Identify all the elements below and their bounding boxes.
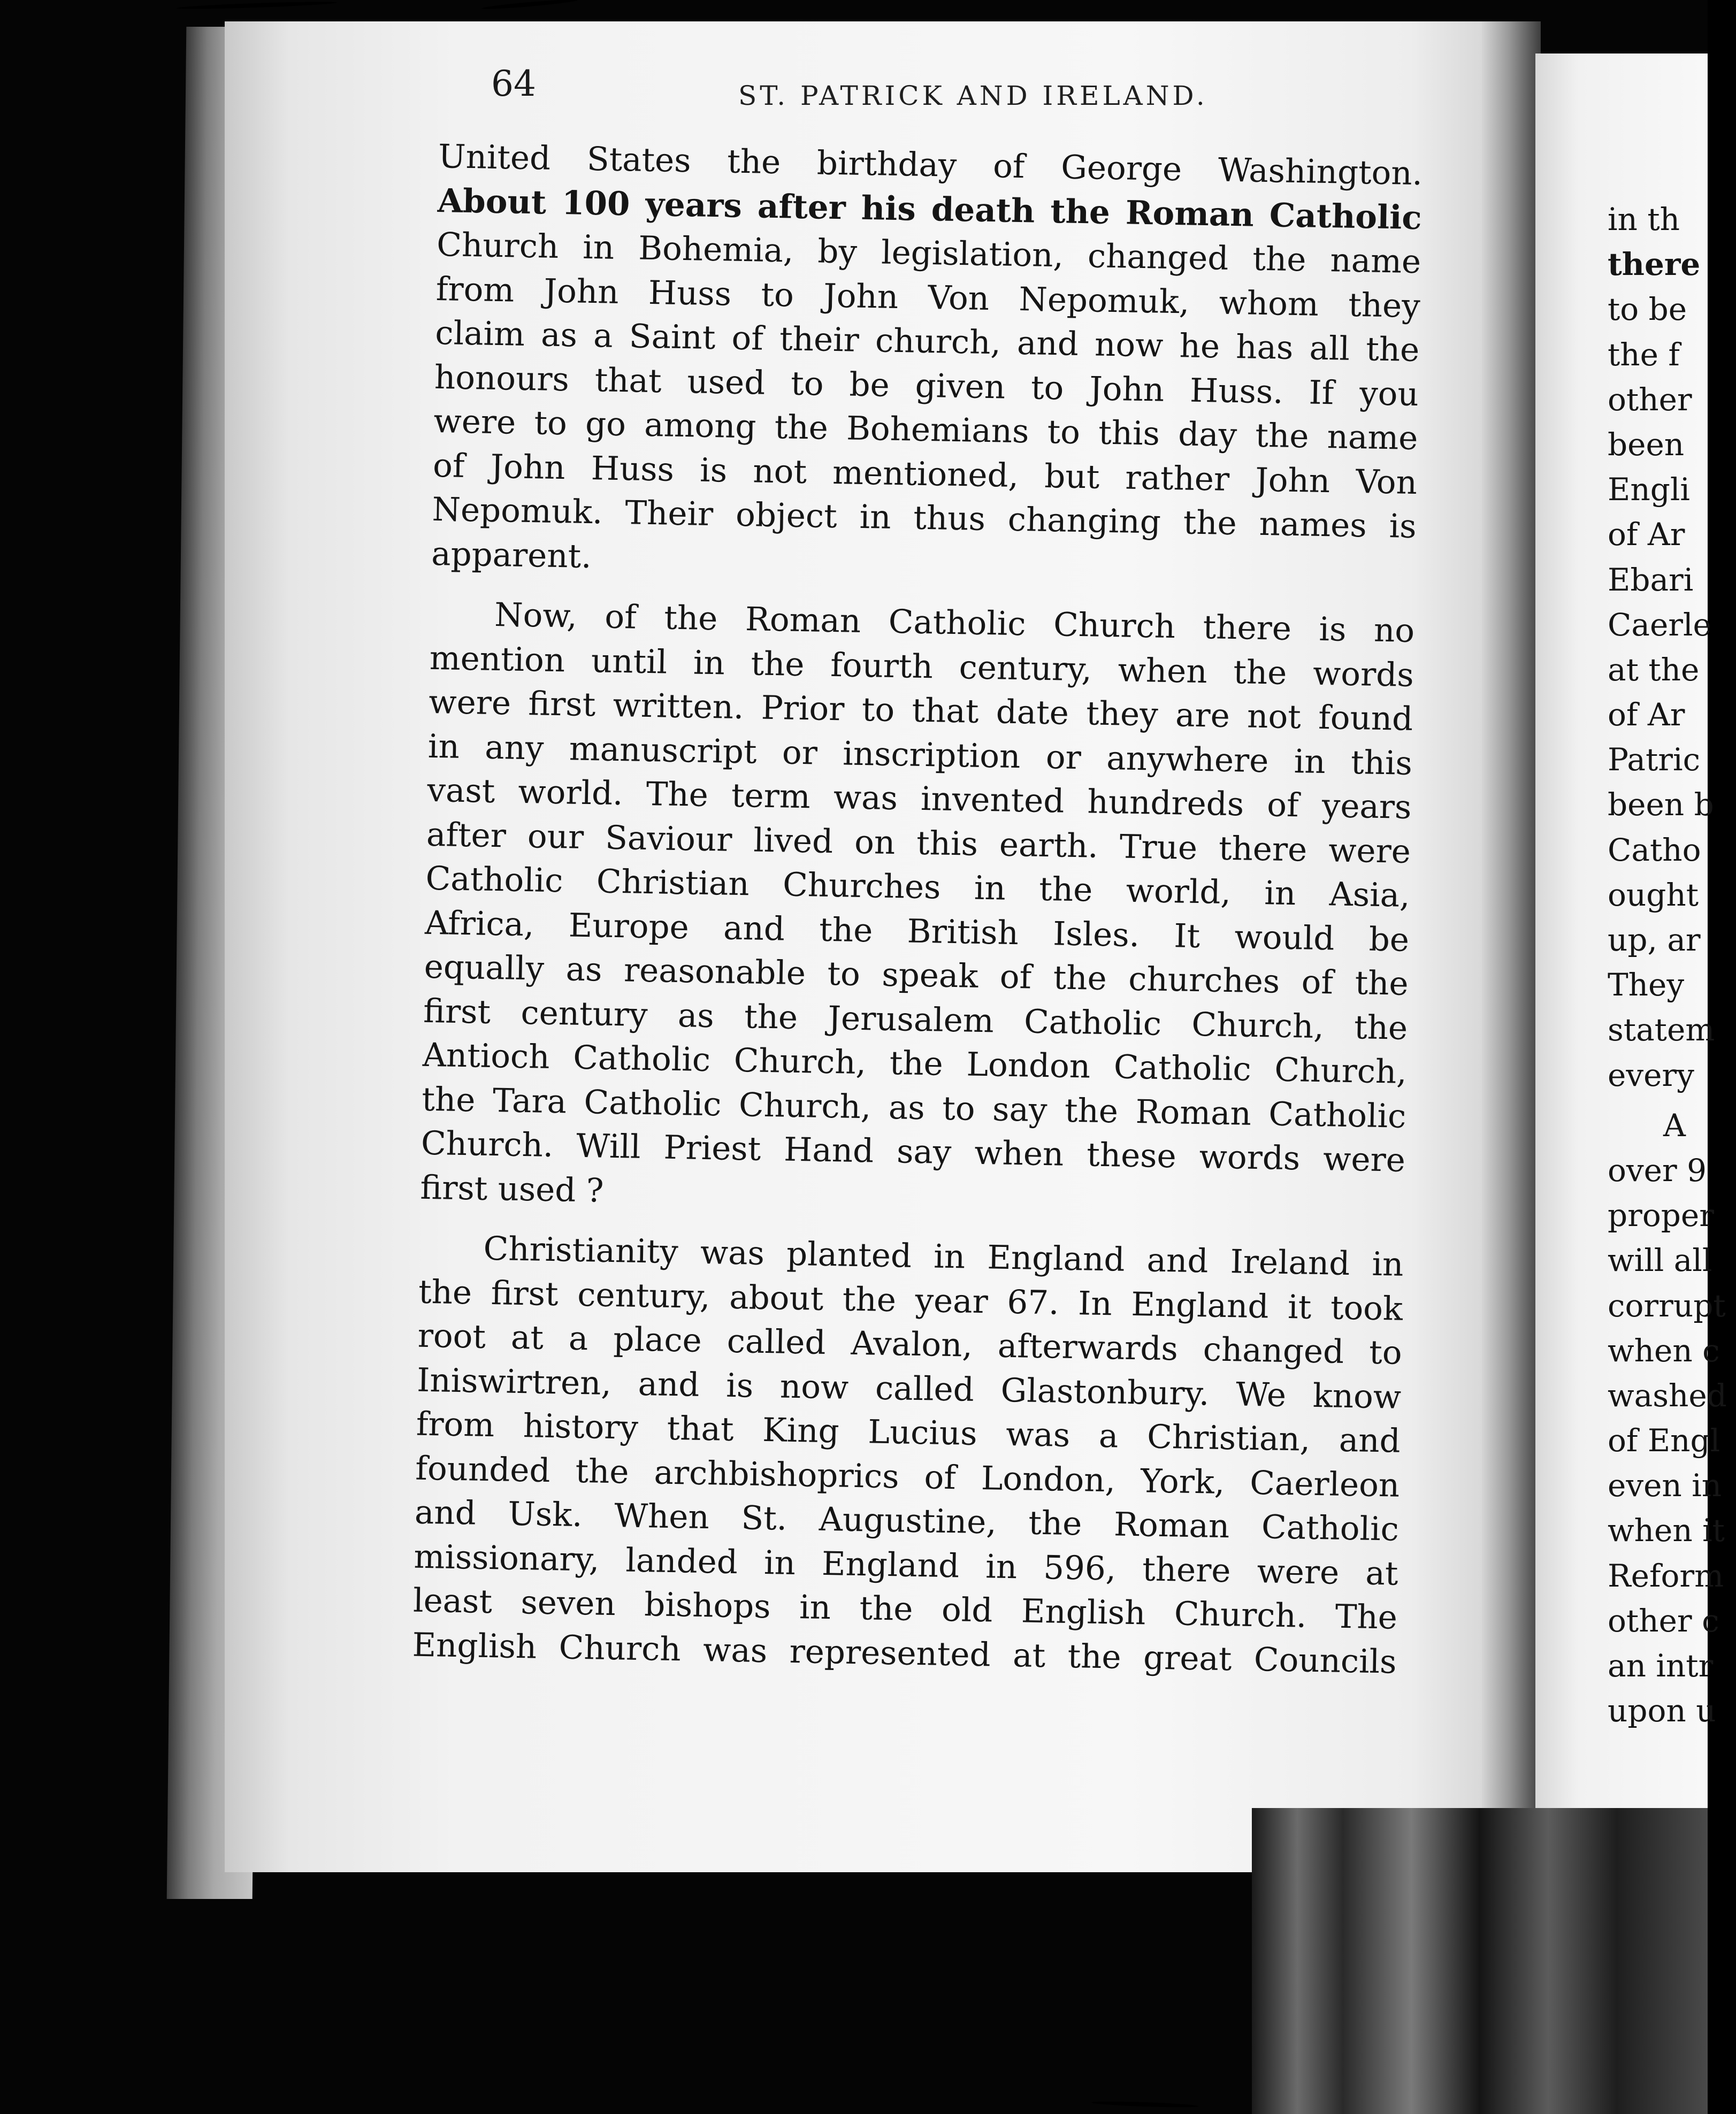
text-line: to be: [1608, 291, 1687, 328]
text-line: from John Huss to John Von Nepomuk, whom they: [435, 270, 1421, 325]
right-page-text: [1608, 197, 1736, 1733]
text-line: Nepomuk. Their object in thus changing the names is: [432, 490, 1417, 546]
text-line: Patric: [1608, 741, 1701, 778]
text-line: other: [1608, 381, 1692, 418]
text-line: claim as a Saint of their church, and now he has all the: [434, 313, 1420, 370]
text-line: first used ?: [420, 1168, 605, 1210]
text-line: of John Huss is not mentioned, but rather John Von: [432, 446, 1418, 502]
text-line: statem: [1608, 1012, 1715, 1048]
page-number: 64: [491, 63, 536, 104]
text-line: an intr: [1608, 1648, 1714, 1684]
text-line: Caerle: [1608, 606, 1711, 643]
text-line: least seven bishops in the old English Church. The: [412, 1581, 1398, 1637]
text-line: corrupt: [1608, 1287, 1726, 1324]
text-line: Catho: [1608, 831, 1701, 868]
text-line: vast world. The term was invented hundreds of years: [426, 771, 1412, 826]
left-page-text: [412, 135, 1423, 1684]
text-line: They: [1608, 967, 1685, 1004]
text-line: Catholic Christian Churches in the world, in Asia,: [425, 859, 1411, 915]
text-line: from history that King Lucius was a Christian, and: [416, 1405, 1401, 1460]
text-line: every: [1608, 1056, 1694, 1093]
text-line: and Usk. When St. Augustine, the Roman Catholic: [414, 1493, 1399, 1549]
text-line: other c: [1608, 1602, 1719, 1639]
book-gutter: [1482, 21, 1541, 1883]
text-line: over 9: [1608, 1152, 1707, 1189]
text-line: ought: [1608, 876, 1699, 913]
text-line: been: [1608, 426, 1685, 463]
text-line: first century as the Jerusalem Catholic Church, the: [423, 992, 1408, 1047]
text-line: the f: [1608, 336, 1680, 373]
bottom-dark-strip: [1252, 1808, 1708, 2114]
text-line: Ebari: [1608, 561, 1694, 598]
text-line: missionary, landed in England in 596, there were at: [413, 1537, 1398, 1593]
text-line: of Ar: [1608, 516, 1685, 553]
text-line: there: [1608, 246, 1701, 283]
text-line: when c: [1608, 1332, 1720, 1369]
running-head: ST. PATRICK AND IRELAND.: [738, 80, 1208, 111]
text-line: founded the archbishoprics of London, York, Caerleon: [415, 1449, 1400, 1505]
text-line: washed: [1608, 1377, 1727, 1414]
text-line: the first century, about the year 67. In England it took: [418, 1273, 1403, 1328]
text-line: when it: [1608, 1512, 1725, 1549]
text-line: Church in Bohemia, by legislation, changed the name: [436, 225, 1421, 281]
text-line: in any manuscript or inscription or anywhere in this: [427, 727, 1413, 783]
text-line: Engli: [1608, 471, 1690, 508]
text-line: Antioch Catholic Church, the London Catholic Church,: [422, 1036, 1408, 1091]
text-line: up, ar: [1608, 922, 1701, 958]
text-line: honours that used to be given to John Huss. If you: [434, 358, 1419, 413]
text-line: after our Saviour lived on this earth. True there were: [426, 815, 1411, 871]
text-line: the Tara Catholic Church, as to say the Roman Catholic: [421, 1080, 1406, 1136]
paragraph-first-line: Christianity was planted in England and Ireland in: [483, 1229, 1404, 1284]
text-line: equally as reasonable to speak of the churches of the: [424, 947, 1409, 1003]
text-line: of Engl: [1608, 1422, 1720, 1459]
text-line: upon u: [1608, 1692, 1716, 1729]
text-line: Africa, Europe and the British Isles. It would be: [424, 903, 1410, 959]
text-line: were to go among the Bohemians to this day the name: [433, 402, 1418, 458]
text-line: root at a place called Avalon, afterwards changed to: [417, 1316, 1403, 1372]
paragraph-first-line: A: [1663, 1107, 1686, 1144]
text-line: apparent.: [431, 534, 592, 576]
text-line: Iniswirtren, and is now called Glastonbury. We know: [416, 1361, 1402, 1416]
text-line: English Church was represented at the great Councils: [412, 1626, 1397, 1681]
text-line: Reform: [1608, 1557, 1724, 1594]
text-line: been b: [1608, 786, 1714, 823]
text-line: were first written. Prior to that date they are not found: [428, 683, 1413, 738]
text-line: United States the birthday of George Washington.: [438, 137, 1423, 193]
text-line: will all: [1608, 1242, 1712, 1279]
text-line: proper: [1608, 1197, 1714, 1234]
text-line: Church. Will Priest Hand say when these words were: [420, 1124, 1406, 1179]
text-line: even in: [1608, 1467, 1722, 1504]
text-line: in th: [1608, 201, 1680, 238]
text-line: About 100 years after his death the Roman Catholic: [437, 181, 1423, 237]
text-line: mention until in the fourth century, when the words: [429, 639, 1414, 694]
paragraph-first-line: Now, of the Roman Catholic Church there is no: [494, 595, 1415, 650]
text-line: of Ar: [1608, 696, 1685, 733]
text-line: at the: [1608, 651, 1700, 688]
